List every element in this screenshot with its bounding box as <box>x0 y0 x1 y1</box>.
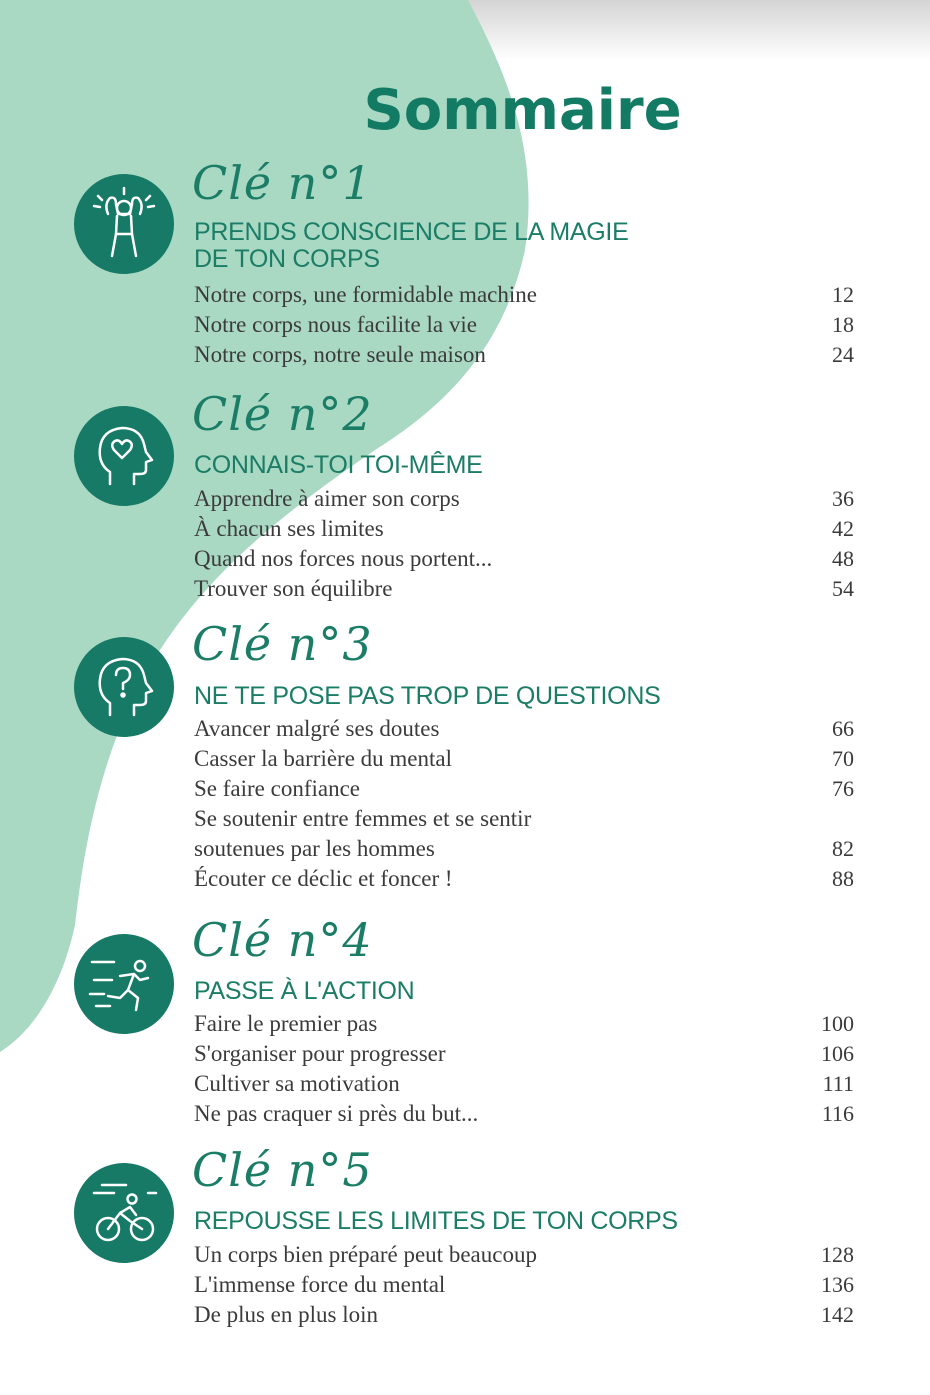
section-number-4: Clé n°4 <box>192 913 373 967</box>
toc-entry[interactable] <box>194 574 854 604</box>
toc-entry[interactable] <box>194 804 854 834</box>
toc-entry-label: Faire le premier pas <box>194 1011 378 1036</box>
section-items-5 <box>194 1240 854 1330</box>
toc-entry-label: Quand nos forces nous portent... <box>194 546 493 571</box>
toc-entry[interactable] <box>194 774 854 804</box>
toc-entry-page: 54 <box>832 576 854 601</box>
toc-entry[interactable] <box>194 744 854 774</box>
toc-entry-page: 128 <box>821 1242 854 1267</box>
toc-entry-page: 70 <box>832 746 854 771</box>
toc-entry-label: Avancer malgré ses doutes <box>194 716 440 741</box>
toc-entry-label: L'immense force du mental <box>194 1272 446 1297</box>
toc-entry[interactable] <box>194 1039 854 1069</box>
section-items-3 <box>194 714 854 894</box>
toc-entry[interactable] <box>194 834 854 864</box>
toc-entry[interactable] <box>194 514 854 544</box>
toc-entry-page: 24 <box>832 342 854 367</box>
runner-icon <box>74 934 174 1034</box>
toc-entry-page: 36 <box>832 486 854 511</box>
head-question-icon <box>74 637 174 737</box>
toc-entry-page: 100 <box>821 1011 854 1036</box>
toc-entry[interactable] <box>194 1240 854 1270</box>
section-heading-1 <box>194 219 628 273</box>
section-number-5: Clé n°5 <box>192 1143 373 1197</box>
strong-figure-icon <box>74 174 174 274</box>
section-number-2: Clé n°2 <box>192 387 373 441</box>
toc-entry-page: 136 <box>821 1272 854 1297</box>
section-heading-line: REPOUSSE LES LIMITES DE TON CORPS <box>194 1207 678 1235</box>
toc-entry-label: Notre corps nous facilite la vie <box>194 312 477 337</box>
toc-entry-page: 88 <box>832 866 854 891</box>
toc-entry[interactable] <box>194 544 854 574</box>
toc-entry[interactable] <box>194 1099 854 1129</box>
toc-entry-label: Notre corps, une formidable machine <box>194 282 537 307</box>
section-heading-line: NE TE POSE PAS TROP DE QUESTIONS <box>194 682 661 710</box>
toc-entry-label: Notre corps, notre seule maison <box>194 342 486 367</box>
toc-entry-label: Casser la barrière du mental <box>194 746 452 771</box>
toc-entry-page: 12 <box>832 282 854 307</box>
toc-entry[interactable] <box>194 1009 854 1039</box>
section-heading-3 <box>194 683 660 710</box>
toc-entry[interactable] <box>194 310 854 340</box>
toc-entry[interactable] <box>194 484 854 514</box>
toc-entry[interactable] <box>194 1300 854 1330</box>
toc-entry-page: 116 <box>821 1101 854 1126</box>
section-number-1: Clé n°1 <box>192 156 373 210</box>
toc-entry-label: Se faire confiance <box>194 776 361 801</box>
toc-entry[interactable] <box>194 1069 854 1099</box>
toc-entry[interactable] <box>194 340 854 370</box>
toc-entry-label: Apprendre à aimer son corps <box>194 486 460 511</box>
toc-entry-label: Écouter ce déclic et foncer ! <box>194 866 453 891</box>
toc-entry-label: Se soutenir entre femmes et se sentir <box>194 806 532 831</box>
toc-entry-label: Cultiver sa motivation <box>194 1071 400 1096</box>
toc-entry-page: 82 <box>832 836 854 861</box>
section-items-4 <box>194 1009 854 1129</box>
toc-entry-page: 42 <box>832 516 854 541</box>
section-heading-line: PASSE À L'ACTION <box>194 977 415 1005</box>
section-number-3: Clé n°3 <box>192 617 373 671</box>
toc-entry[interactable] <box>194 714 854 744</box>
toc-entry-page: 76 <box>832 776 854 801</box>
toc-entry-page: 142 <box>821 1302 854 1327</box>
section-heading-2 <box>194 452 482 479</box>
section-heading-line: PRENDS CONSCIENCE DE LA MAGIE <box>194 218 629 246</box>
toc-entry-page: 111 <box>822 1071 854 1096</box>
toc-entry-page: 18 <box>832 312 854 337</box>
cyclist-icon <box>74 1163 174 1263</box>
toc-entry[interactable] <box>194 1270 854 1300</box>
toc-entry-label: Un corps bien préparé peut beaucoup <box>194 1242 537 1267</box>
toc-entry-label: soutenues par les hommes <box>194 836 435 861</box>
page-title: Sommaire <box>363 78 682 143</box>
section-items-2 <box>194 484 854 604</box>
toc-entry-label: De plus en plus loin <box>194 1302 378 1327</box>
section-items-1 <box>194 280 854 370</box>
toc-entry-label: Trouver son équilibre <box>194 576 393 601</box>
toc-entry-label: À chacun ses limites <box>194 516 384 541</box>
toc-entry-page: 66 <box>832 716 854 741</box>
head-heart-icon <box>74 406 174 506</box>
section-heading-line: CONNAIS-TOI TOI-MÊME <box>194 451 483 479</box>
section-heading-5 <box>194 1208 678 1235</box>
toc-entry[interactable] <box>194 280 854 310</box>
section-heading-4 <box>194 978 414 1005</box>
section-heading-line: DE TON CORPS <box>194 245 380 273</box>
toc-entry-page: 48 <box>832 546 854 571</box>
toc-entry[interactable] <box>194 864 854 894</box>
toc-entry-label: Ne pas craquer si près du but... <box>194 1101 479 1126</box>
toc-entry-page: 106 <box>821 1041 854 1066</box>
toc-entry-label: S'organiser pour progresser <box>194 1041 446 1066</box>
